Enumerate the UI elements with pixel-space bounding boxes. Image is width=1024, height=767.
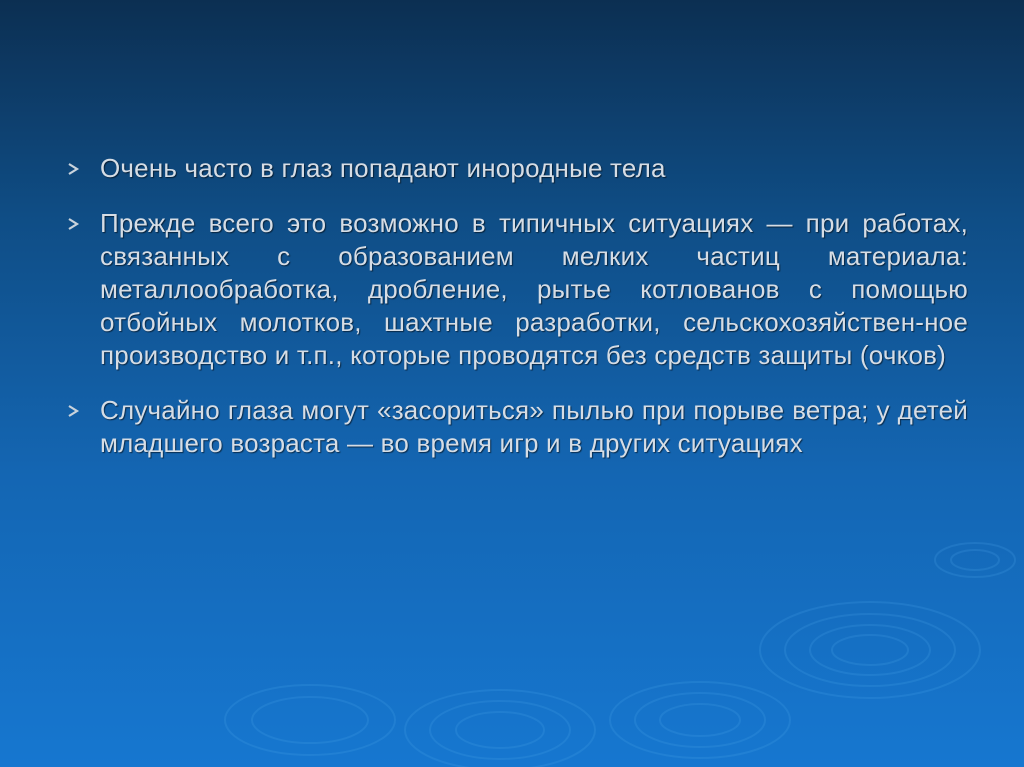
chevron-right-icon bbox=[60, 394, 86, 427]
chevron-right-icon bbox=[60, 207, 86, 240]
bullet-item bbox=[58, 394, 968, 460]
bullet-text: Прежде всего это возможно в типичных ситуациях — при работах, связанных с образованием мелких частиц материала: металлообработка, дробление, рытье котлованов с помощью отбойных молотков, шахтные разработки, сельскохозяйствен-ное производство и т.п., которые проводятся без средств защиты (очков) bbox=[100, 208, 968, 370]
bullet-text: Очень часто в глаз попадают инородные тела bbox=[100, 153, 666, 183]
bullet-item bbox=[58, 152, 968, 185]
slide-content bbox=[58, 152, 968, 482]
chevron-right-icon bbox=[60, 152, 86, 185]
bullet-item bbox=[58, 207, 968, 372]
bullet-text: Случайно глаза могут «засориться» пылью при порыве ветра; у детей младшего возраста — во время игр и в других ситуациях bbox=[100, 395, 968, 458]
